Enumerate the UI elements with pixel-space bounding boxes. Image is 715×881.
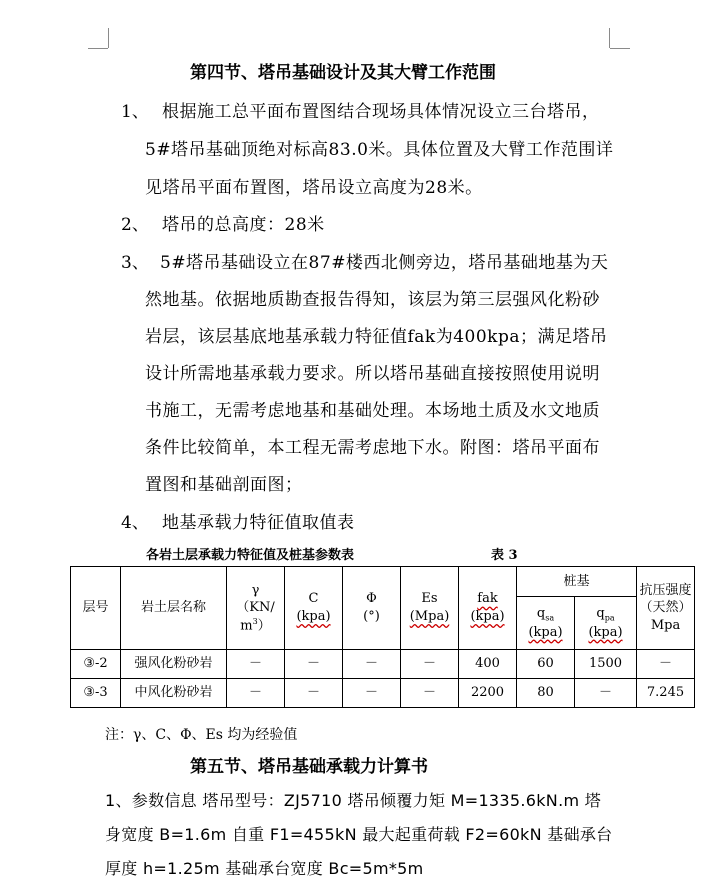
table-cell: － xyxy=(227,650,285,679)
table-cell: ③-2 xyxy=(71,650,121,679)
gamma-symbol: γ xyxy=(251,582,260,598)
q-sa-unit: (kpa) xyxy=(528,624,563,640)
page-corner-mark-top-left xyxy=(88,48,108,49)
c-symbol: C xyxy=(308,591,319,607)
fak-symbol: fak xyxy=(477,591,498,607)
header-phi xyxy=(343,567,401,650)
list-item-number-1: 1、 xyxy=(121,102,149,122)
paragraph-line: 地基承载力特征值取值表 xyxy=(162,513,355,533)
table-note: 注：γ、C、Φ、Es 均为经验值 xyxy=(105,727,298,743)
paragraph-line: 见塔吊平面布置图，塔吊设立高度为28米。 xyxy=(145,178,483,198)
calc-line: 1、参数信息 塔吊型号：ZJ5710 塔吊倾覆力矩 M=1335.6kN.m 塔 xyxy=(105,791,602,810)
table-cell: 中风化粉砂岩 xyxy=(121,679,227,708)
phi-unit: (°) xyxy=(363,609,380,624)
section-5-heading: 第五节、塔吊基础承载力计算书 xyxy=(190,757,428,777)
q-pa-symbol: q xyxy=(596,605,605,621)
paragraph-line: 书施工，无需考虑地基和基础处理。本场地土质及水文地质 xyxy=(145,401,600,421)
gamma-unit-part: （KN/ xyxy=(236,600,275,616)
table-header-row xyxy=(71,567,695,597)
table-cell: － xyxy=(401,679,459,708)
calc-line: 身宽度 B=1.6m 自重 F1=455kN 最大起重荷载 F2=60kN 基础承台 xyxy=(105,825,613,844)
table-cell: － xyxy=(343,679,401,708)
list-item-number-4: 4、 xyxy=(121,513,149,533)
paragraph-line: 塔吊的总高度：28米 xyxy=(162,215,325,235)
header-q-sa xyxy=(517,597,575,650)
table-cell: 强风化粉砂岩 xyxy=(121,650,227,679)
header-strength xyxy=(637,567,695,650)
paragraph-line: 设计所需地基承载力要求。所以塔吊基础直接按照使用说明 xyxy=(145,364,600,384)
table-cell: － xyxy=(227,679,285,708)
q-pa-sub: pa xyxy=(604,613,615,623)
gamma-unit xyxy=(227,599,284,617)
table-row xyxy=(71,650,695,679)
header-rock-name: 岩土层名称 xyxy=(121,567,227,650)
table-cell: 400 xyxy=(459,650,517,679)
paragraph-line: 根据施工总平面布置图结合现场具体情况设立三台塔吊， xyxy=(162,102,600,122)
list-item-number-2: 2、 xyxy=(121,215,149,235)
gamma-unit-m: m xyxy=(240,617,253,633)
paragraph-line: 岩层，该层基底地基承载力特征值fak为400kpa；满足塔吊 xyxy=(145,327,608,347)
table-label: 表 3 xyxy=(491,548,518,563)
header-gamma xyxy=(227,567,285,650)
table-cell: 60 xyxy=(517,650,575,679)
table-cell: － xyxy=(401,650,459,679)
c-unit: (kpa) xyxy=(296,609,331,624)
calc-line: 厚度 h=1.25m 基础承台宽度 Bc=5m*5m xyxy=(105,859,424,878)
es-unit: (Mpa) xyxy=(409,609,450,624)
header-layer: 层号 xyxy=(71,567,121,650)
table-cell: ③-3 xyxy=(71,679,121,708)
header-es xyxy=(401,567,459,650)
table-cell: － xyxy=(575,679,637,708)
phi-symbol: Φ xyxy=(366,591,377,607)
table-cell: － xyxy=(285,650,343,679)
table-cell: 2200 xyxy=(459,679,517,708)
table-caption: 各岩土层承载力特征值及桩基参数表 xyxy=(146,548,355,563)
paragraph-line: 置图和基础剖面图； xyxy=(145,475,303,495)
gamma-unit-sup: 3 xyxy=(252,616,258,626)
gamma-unit-2 xyxy=(227,617,284,635)
q-sa-symbol: q xyxy=(536,605,546,621)
es-symbol: Es xyxy=(421,591,438,607)
paragraph-line: 5#塔吊基础顶绝对标高83.0米。具体位置及大臂工作范围详 xyxy=(145,140,614,160)
header-pile: 桩基 xyxy=(517,567,637,597)
strength-natural: （天然） xyxy=(639,600,692,616)
table-cell: 80 xyxy=(517,679,575,708)
page-corner-mark-top-left-vertical xyxy=(108,28,109,48)
page-corner-mark-top-right xyxy=(610,48,630,49)
paragraph-line: 条件比较简单，本工程无需考虑地下水。附图：塔吊平面布 xyxy=(145,438,600,458)
section-4-heading: 第四节、塔吊基础设计及其大臂工作范围 xyxy=(190,63,496,83)
paragraph-line: 5#塔吊基础设立在87#楼西北侧旁边，塔吊基础地基为天 xyxy=(160,253,609,273)
table-cell: － xyxy=(637,650,695,679)
table-cell: 1500 xyxy=(575,650,637,679)
q-pa-unit: (kpa) xyxy=(588,624,623,640)
table-cell: － xyxy=(285,679,343,708)
table-cell: － xyxy=(343,650,401,679)
page-corner-mark-top-right-vertical xyxy=(609,28,610,48)
paragraph-line: 然地基。依据地质勘查报告得知，该层为第三层强风化粉砂 xyxy=(145,290,600,310)
strength-unit: Mpa xyxy=(650,617,681,633)
table-row xyxy=(71,679,695,708)
strength-title: 抗压强度 xyxy=(639,582,692,598)
header-fak xyxy=(459,567,517,650)
list-item-number-3: 3、 xyxy=(121,253,149,273)
q-sa-sub: sa xyxy=(545,613,555,623)
fak-unit: (kpa) xyxy=(470,609,505,624)
soil-parameters-table xyxy=(70,566,695,708)
gamma-unit-close: ） xyxy=(257,617,271,633)
header-q-pa xyxy=(575,597,637,650)
table-cell: 7.245 xyxy=(637,679,695,708)
header-c xyxy=(285,567,343,650)
